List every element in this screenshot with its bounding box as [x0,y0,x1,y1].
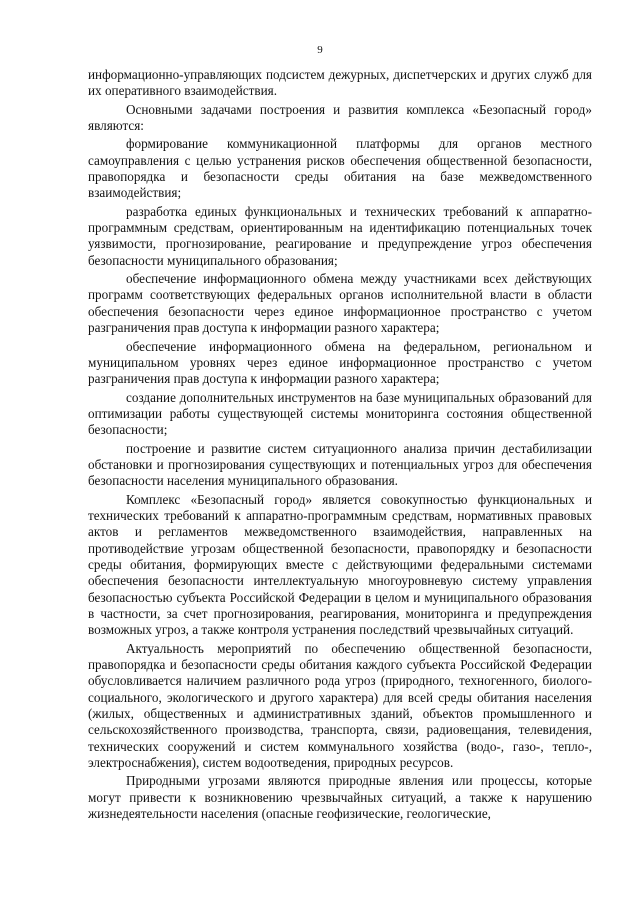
paragraph: Основными задачами построения и развития комплекса «Безопасный город» являются: [88,101,592,134]
paragraph: формирование коммуникационной платформы для органов местного самоуправления с целью устранения рисков обеспечения общественной безопасности, правопорядка и безопасности среды обитания на базе межведомственного взаимодействия; [88,136,592,201]
paragraph: создание дополнительных инструментов на базе муниципальных образований для оптимизации работы существующей системы мониторинга состояния общественной безопасности; [88,389,592,438]
paragraph: обеспечение информационного обмена на федеральном, региональном и муниципальном уровнях через единое информационное пространство с учетом разграничения прав доступа к информации разного характера; [88,338,592,387]
page-number: 9 [317,44,323,56]
body-text [88,67,592,824]
paragraph: Актуальность мероприятий по обеспечению общественной безопасности, правопорядка и безопасности среды обитания каждого субъекта Российской Федерации обусловливается наличием различного рода угроз (природного, техногенного, биолого-социального, экологического и другого характера) для всей среды обитания населения (жилых, общественных и административных зданий, объектов промышленного и сельскохозяйственного производства, транспорта, связи, радиовещания, телевидения, технических сооружений и систем коммунального хозяйства (водо-, газо-, тепло-, электроснабжения), систем водоотведения, природных ресурсов. [88,640,592,771]
paragraph: обеспечение информационного обмена между участниками всех действующих программ соответствующих федеральных органов исполнительной власти в области обеспечения безопасности через единое информационное пространство с учетом разграничения прав доступа к информации разного характера; [88,271,592,336]
paragraph: разработка единых функциональных и технических требований к аппаратно-программным средствам, ориентированным на идентификацию потенциальных точек уязвимости, прогнозирование, реагирование и предупреждение угроз обеспечения безопасности муниципального образования; [88,203,592,268]
paragraph: информационно-управляющих подсистем дежурных, диспетчерских и других служб для их оперативного взаимодействия. [88,67,592,99]
paragraph: построение и развитие систем ситуационного анализа причин дестабилизации обстановки и прогнозирования существующих и потенциальных угроз для обеспечения безопасности населения муниципального образования. [88,440,592,489]
paragraph: Природными угрозами являются природные явления или процессы, которые могут привести к возникновению чрезвычайных ситуаций, а также к нарушению жизнедеятельности населения (опасные геофизические, геологические, [88,773,592,822]
paragraph: Комплекс «Безопасный город» является совокупностью функциональных и технических требований к аппаратно-программным средствам, нормативных правовых актов и регламентов межведомственного взаимодействия, направленных на противодействие угрозам общественной безопасности, правопорядку и безопасности среды обитания, формирующих вместе с действующими федеральными системами обеспечения безопасности интеллектуальную многоуровневую систему управления безопасностью субъекта Российской Федерации в целом и муниципального образования в частности, за счет прогнозирования, реагирования, мониторинга и предупреждения возможных угроз, а также контроля устранения последствий чрезвычайных ситуаций. [88,491,592,638]
